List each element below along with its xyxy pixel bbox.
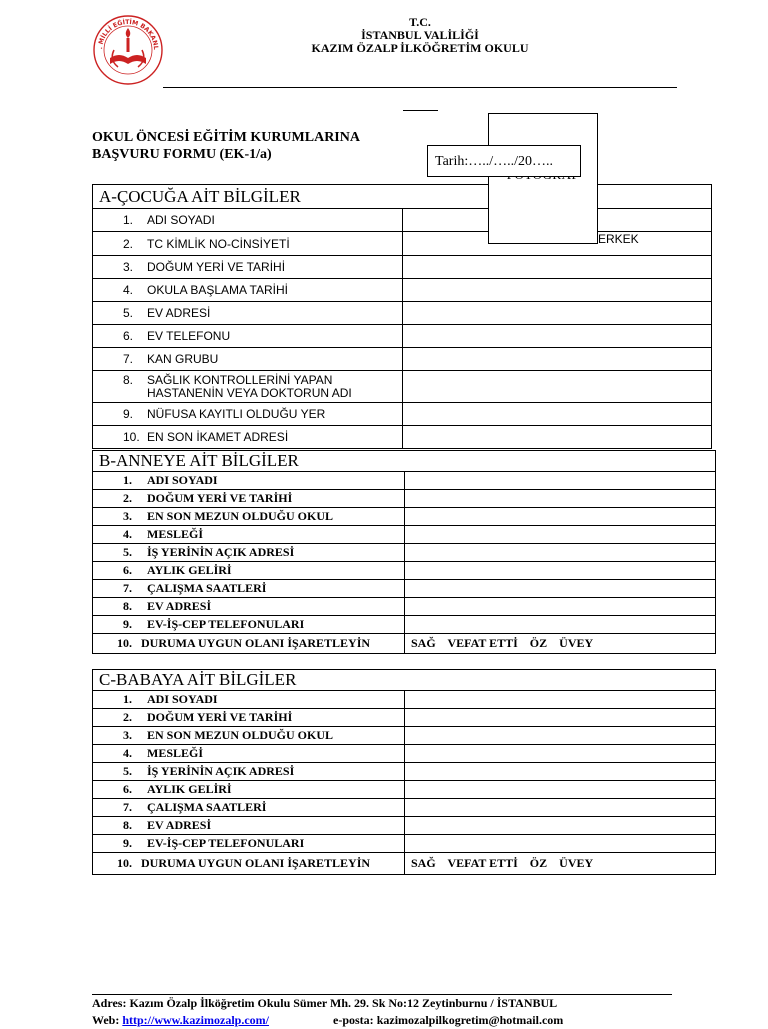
section-a-row-value[interactable] (403, 403, 712, 426)
date-field[interactable]: Tarih:…../…../20….. (427, 145, 581, 177)
section-c-row-value[interactable] (405, 763, 716, 781)
section-b-row-value[interactable] (405, 598, 716, 616)
section-c-row-label: 4. MESLEĞİ (93, 745, 405, 763)
footer-address-label: Adres: (92, 996, 127, 1010)
section-a-row-value[interactable] (403, 348, 712, 371)
section-b-row-value[interactable] (405, 490, 716, 508)
header-divider (163, 87, 677, 88)
section-c-row-value[interactable] (405, 817, 716, 835)
section-c-row-value[interactable] (405, 691, 716, 709)
svg-text:T.C. MİLLİ EĞİTİM BAKANLIĞI (92, 14, 159, 50)
section-a-row-value[interactable] (403, 371, 712, 403)
section-a-row-label: 3. DOĞUM YERİ VE TARİHİ (93, 256, 403, 279)
footer-email-label: e-posta: (333, 1013, 374, 1027)
section-c-row-label: 9. EV-İŞ-CEP TELEFONULARI (93, 835, 405, 853)
section-c-row-value[interactable] (405, 835, 716, 853)
header-valilik: İSTANBUL VALİLİĞİ (361, 28, 479, 42)
header-school-name: KAZIM ÖZALP İLKÖĞRETİM OKULU (311, 41, 529, 55)
ministry-logo-icon (92, 14, 164, 86)
section-a-row-value[interactable] (403, 325, 712, 348)
section-a-title: A-ÇOCUĞA AİT BİLGİLER (93, 185, 712, 209)
section-b-row-value[interactable] (405, 526, 716, 544)
section-a-row-value[interactable] (403, 279, 712, 302)
section-a-row-value[interactable] (403, 426, 712, 449)
section-b-row-value[interactable] (405, 562, 716, 580)
section-b-row-label: 6. AYLIK GELİRİ (93, 562, 405, 580)
section-c-row-label: 5. İŞ YERİNİN AÇIK ADRESİ (93, 763, 405, 781)
short-divider (403, 110, 438, 111)
footer-address-line (92, 995, 563, 1012)
section-c-row-label: 1. ADI SOYADI (93, 691, 405, 709)
ministry-logo (92, 14, 164, 86)
section-a-row-value[interactable] (403, 256, 712, 279)
gender-erkek-text: ERKEK (598, 232, 639, 246)
section-c-status-options[interactable]: SAĞ VEFAT ETTİ ÖZ ÜVEY (405, 853, 716, 875)
section-c-row-value[interactable] (405, 781, 716, 799)
section-c-row-value[interactable] (405, 745, 716, 763)
section-b-row-label: 1. ADI SOYADI (93, 472, 405, 490)
section-b-row-label: 10. DURUMA UYGUN OLANI İŞARETLEYİN (93, 634, 405, 654)
section-a-row-label: 1. ADI SOYADI (93, 209, 403, 232)
section-b-row-value[interactable] (405, 508, 716, 526)
header-block (200, 16, 640, 55)
section-c-row-label: 6. AYLIK GELİRİ (93, 781, 405, 799)
section-a-row-label: 7. KAN GRUBU (93, 348, 403, 371)
logo-text: . MİLLİ EĞİTİM BAKANL (96, 18, 160, 50)
section-c-row-label: 7. ÇALIŞMA SAATLERİ (93, 799, 405, 817)
section-c-row-value[interactable] (405, 799, 716, 817)
footer-email[interactable]: kazimozalpilkogretim@hotmail.com (376, 1013, 564, 1027)
header-tc: T.C. (409, 15, 431, 29)
section-c-row-value[interactable] (405, 709, 716, 727)
section-c-row-label: 3. EN SON MEZUN OLDUĞU OKUL (93, 727, 405, 745)
section-b-row-label: 7. ÇALIŞMA SAATLERİ (93, 580, 405, 598)
photo-box (488, 113, 598, 244)
section-c-title: C-BABAYA AİT BİLGİLER (93, 670, 716, 691)
section-b-row-label: 4. MESLEĞİ (93, 526, 405, 544)
footer-web-link[interactable]: http://www.kazimozalp.com/ (122, 1013, 270, 1027)
section-b-row-value[interactable] (405, 544, 716, 562)
section-a-row-label: 9. NÜFUSA KAYITLI OLDUĞU YER (93, 403, 403, 426)
section-c-table (92, 669, 716, 875)
section-a-row-label: 4. OKULA BAŞLAMA TARİHİ (93, 279, 403, 302)
form-title-line-1: OKUL ÖNCESİ EĞİTİM KURUMLARINA (92, 130, 360, 145)
section-a-row-label: 6. EV TELEFONU (93, 325, 403, 348)
section-b-title: B-ANNEYE AİT BİLGİLER (93, 451, 716, 472)
section-b-row-label: 8. EV ADRESİ (93, 598, 405, 616)
section-a-row-label: 5. EV ADRESİ (93, 302, 403, 325)
form-title-line-2: BAŞVURU FORMU (EK-1/a) (92, 147, 272, 162)
section-b-table (92, 450, 716, 654)
footer-address: Kazım Özalp İlköğretim Okulu Sümer Mh. 29. Sk No:12 Zeytinburnu / İSTANBUL (129, 996, 558, 1010)
footer-web-label: Web: (92, 1013, 120, 1027)
section-b-row-value[interactable] (405, 580, 716, 598)
section-a-row-label: 10. EN SON İKAMET ADRESİ (93, 426, 403, 449)
section-a-row-value[interactable] (403, 302, 712, 325)
footer-contact-line (92, 1012, 563, 1029)
section-b-row-value[interactable] (405, 472, 716, 490)
section-b-row-value[interactable] (405, 616, 716, 634)
section-b-row-label: 2. DOĞUM YERİ VE TARİHİ (93, 490, 405, 508)
form-title (92, 129, 360, 163)
section-a-table (92, 184, 712, 449)
section-b-row-label: 3. EN SON MEZUN OLDUĞU OKUL (93, 508, 405, 526)
section-a-row-label: 2. TC KİMLİK NO-CİNSİYETİ (93, 232, 403, 256)
section-b-status-options[interactable]: SAĞ VEFAT ETTİ ÖZ ÜVEY (405, 634, 716, 654)
section-b-row-label: 5. İŞ YERİNİN AÇIK ADRESİ (93, 544, 405, 562)
section-c-row-label: 10. DURUMA UYGUN OLANI İŞARETLEYİN (93, 853, 405, 875)
section-b-row-label: 9. EV-İŞ-CEP TELEFONULARI (93, 616, 405, 634)
section-c-row-value[interactable] (405, 727, 716, 745)
section-a-row-label: 8. SAĞLIK KONTROLLERİNİ YAPAN HASTANENİN VEYA DOKTORUN ADI (93, 371, 403, 403)
section-c-row-label: 8. EV ADRESİ (93, 817, 405, 835)
section-c-row-label: 2. DOĞUM YERİ VE TARİHİ (93, 709, 405, 727)
